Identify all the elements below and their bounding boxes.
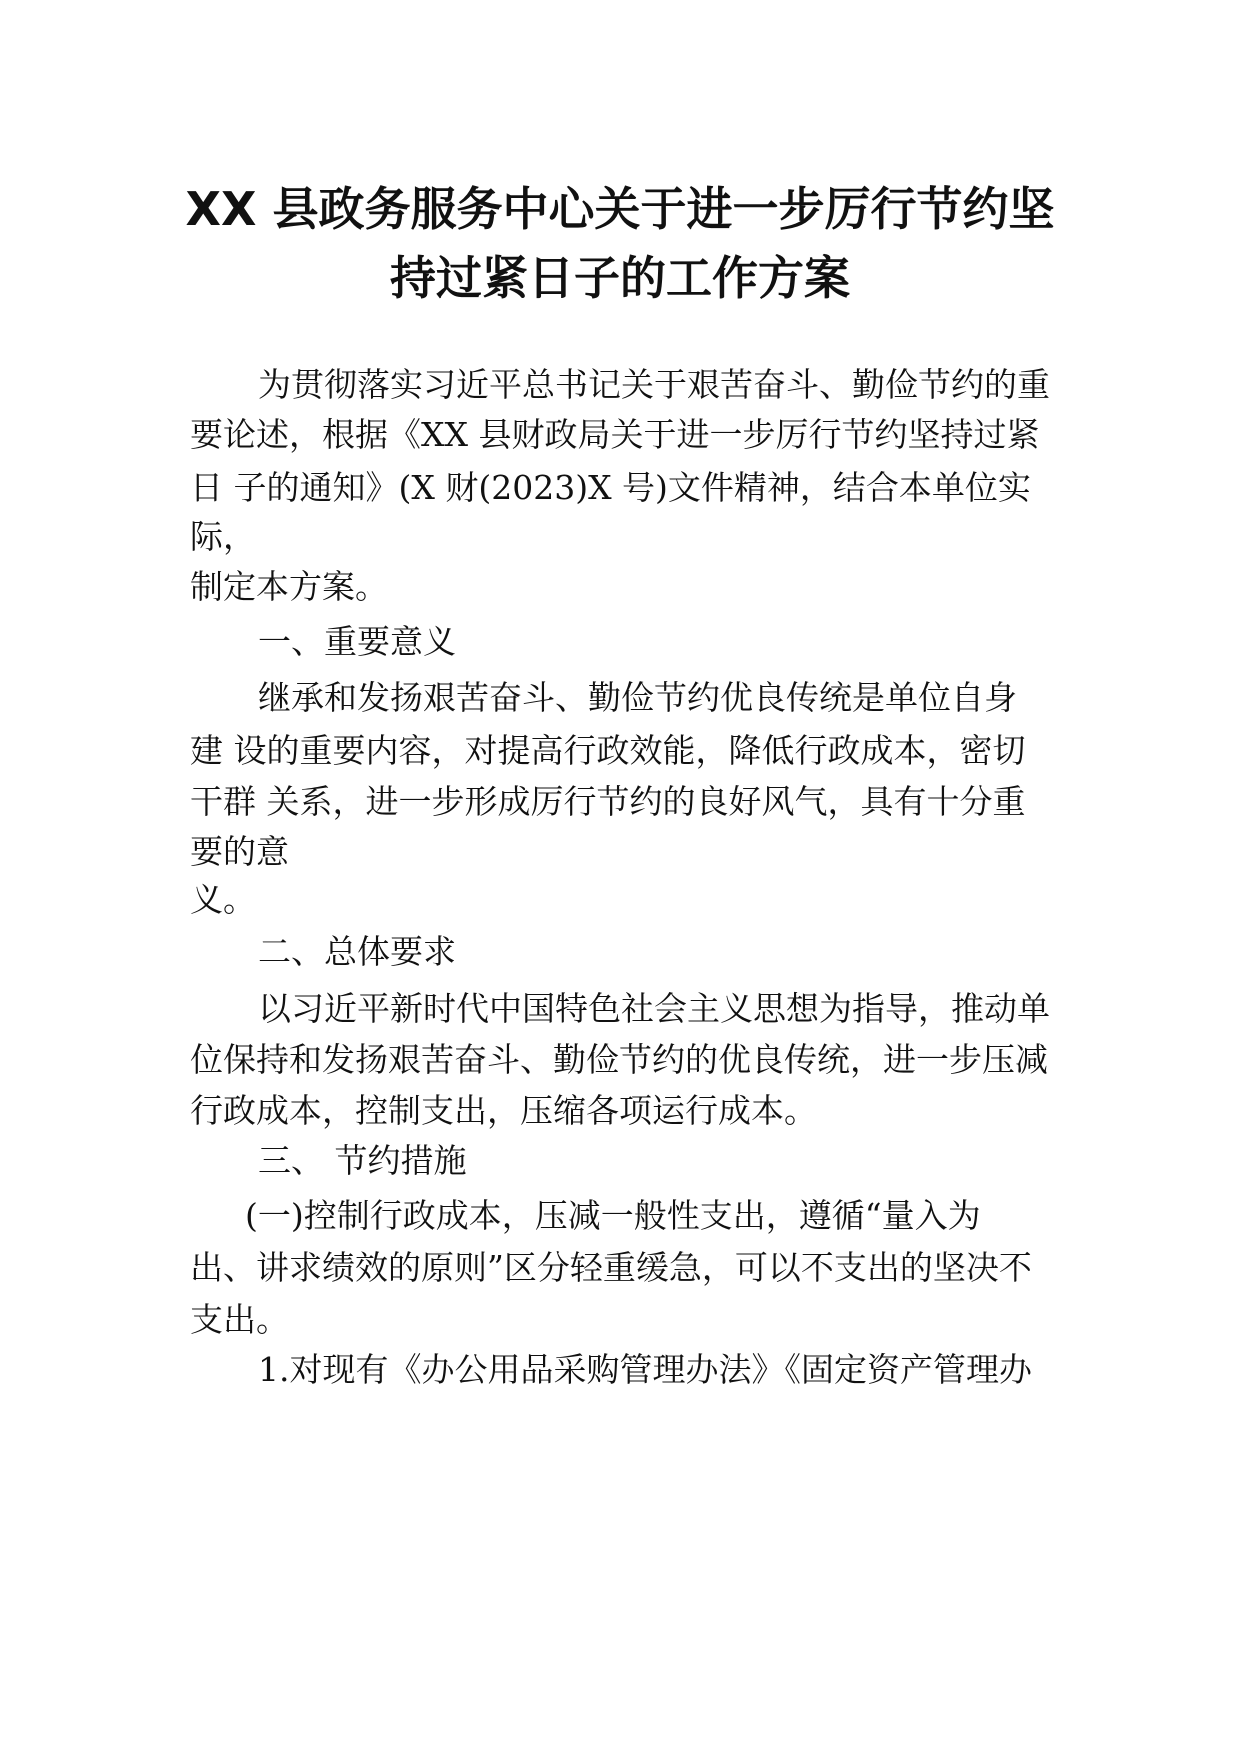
section-3-sub1-line-1: (一)控制行政成本，压减一般性支出，遵循“量入为 bbox=[245, 1196, 981, 1235]
intro-line-4: 际， bbox=[190, 517, 256, 556]
intro-line-2: 要论述，根据《XX 县财政局关于进一步厉行节约坚持过紧 bbox=[190, 415, 1040, 454]
section-2-line-2: 位保持和发扬艰苦奋斗、勤俭节约的优良传统，进一步压减 bbox=[190, 1040, 1048, 1079]
document-title-line-1: XX 县政务服务中心关于进一步厉行节约坚 bbox=[185, 182, 1055, 236]
intro-line-1: 为贯彻落实习近平总书记关于艰苦奋斗、勤俭节约的重 bbox=[258, 365, 1050, 404]
section-1-line-3: 干群 关系，进一步形成厉行节约的良好风气，具有十分重 bbox=[190, 782, 1026, 821]
section-2-line-3: 行政成本，控制支出，压缩各项运行成本。 bbox=[190, 1091, 817, 1130]
section-1-line-5: 义。 bbox=[190, 880, 256, 919]
section-1-line-2: 建 设的重要内容，对提高行政效能，降低行政成本，密切 bbox=[190, 731, 1026, 770]
section-1-line-1: 继承和发扬艰苦奋斗、勤俭节约优良传统是单位自身 bbox=[258, 678, 1017, 717]
section-3-sub1-line-2: 出、讲求绩效的原则”区分轻重缓急，可以不支出的坚决不 bbox=[190, 1248, 1032, 1287]
section-heading-2: 二、总体要求 bbox=[258, 932, 456, 971]
intro-line-5: 制定本方案。 bbox=[190, 567, 388, 606]
document-title-line-2: 持过紧日子的工作方案 bbox=[390, 251, 850, 305]
section-heading-1: 一、重要意义 bbox=[258, 622, 456, 661]
section-heading-3: 三、 节约措施 bbox=[258, 1141, 467, 1180]
section-1-line-4: 要的意 bbox=[190, 832, 289, 871]
section-3-sub1-line-3: 支出。 bbox=[190, 1300, 289, 1339]
section-2-line-1: 以习近平新时代中国特色社会主义思想为指导，推动单 bbox=[258, 989, 1050, 1028]
intro-line-3: 日 子的通知》(X 财(2023)X 号)文件精神，结合本单位实 bbox=[190, 468, 1031, 507]
section-3-item1-line-1: 1.对现有《办公用品采购管理办法》《固定资产管理办 bbox=[258, 1350, 1032, 1389]
